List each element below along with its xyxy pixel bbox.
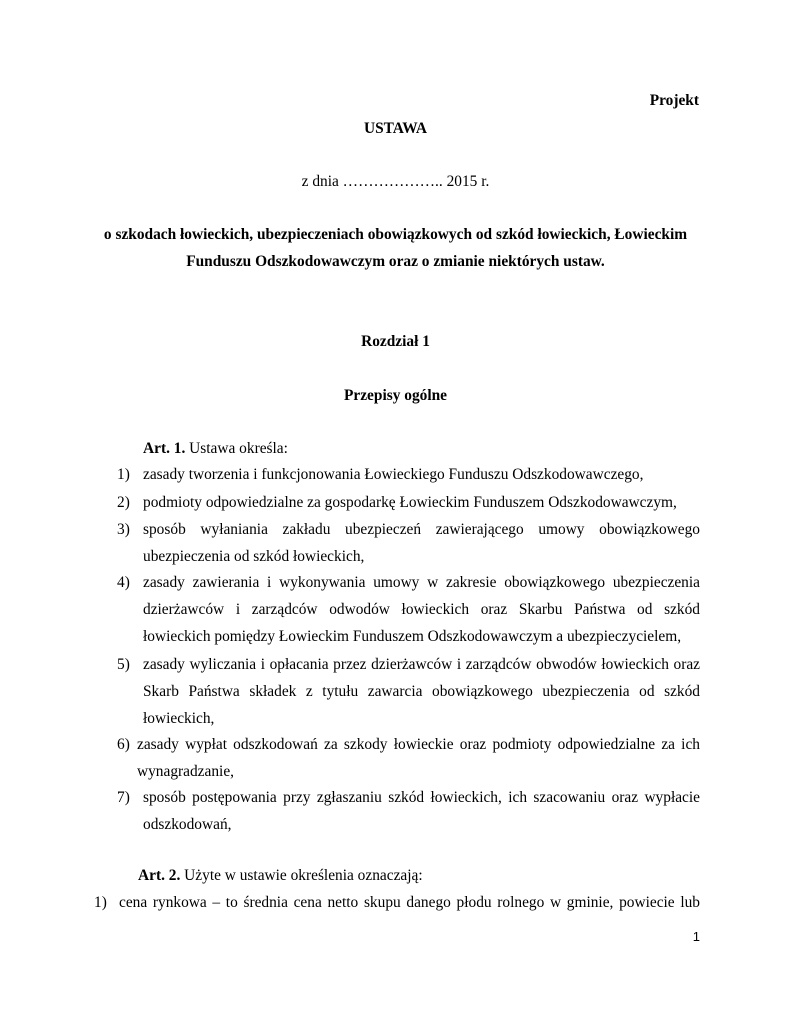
project-label: Projekt <box>649 92 699 109</box>
art1-item-line: łowieckich pomiędzy Łowieckim Funduszem Odszkodowawczym a ubezpieczycielem, <box>143 628 682 645</box>
art1-item-line: odszkodowań, <box>143 816 232 833</box>
chapter-name: Przepisy ogólne <box>343 387 447 404</box>
art2-item-1-number: 1) <box>94 894 107 911</box>
art1-item-line: zasady wyliczania i opłacania przez dzierżawców i zarządców obwodów łowieckich oraz <box>143 656 700 673</box>
art1-intro-text: Ustawa określa: <box>189 440 288 457</box>
art1-item-number: 7) <box>117 789 130 806</box>
art1-item-line: wynagradzanie, <box>137 763 234 780</box>
act-date: z dnia ……………….. 2015 r. <box>301 173 490 190</box>
art1-item-line: sposób postępowania przy zgłaszaniu szkód łowieckich, ich szacowaniu oraz wypłacie <box>143 789 700 806</box>
art1-label: Art. 1. <box>143 440 186 457</box>
art1-item-number: 6) <box>117 736 130 753</box>
art2-intro <box>138 866 423 886</box>
art1-item-number: 5) <box>117 656 130 673</box>
art1-item-line: zasady wypłat odszkodowań za szkody łowieckie oraz podmioty odpowiedzialne za ich <box>137 736 700 753</box>
chapter-number: Rozdział 1 <box>361 333 430 350</box>
art1-item-number: 3) <box>117 521 130 538</box>
art1-item-line: zasady tworzenia i funkcjonowania Łowieckiego Funduszu Odszkodowawczego, <box>143 466 644 483</box>
art1-intro <box>143 439 288 459</box>
art1-item-line: sposób wyłaniania zakładu ubezpieczeń zawierającego umowy obowiązkowego <box>143 521 700 538</box>
act-heading: USTAWA <box>363 120 427 137</box>
art2-item-1-text: cena rynkowa – to średnia cena netto skupu danego płodu rolnego w gminie, powiecie lub <box>119 894 700 911</box>
art1-item-line: zasady zawierania i wykonywania umowy w zakresie obowiązkowego ubezpieczenia <box>143 574 700 591</box>
art1-item-line: ubezpieczenia od szkód łowieckich, <box>143 548 365 565</box>
art2-intro-text: Użyte w ustawie określenia oznaczają: <box>184 867 423 884</box>
art1-item-number: 1) <box>117 466 130 483</box>
art1-item-line: podmioty odpowiedzialne za gospodarkę Łowieckim Funduszem Odszkodowawczym, <box>143 494 677 511</box>
art1-item-number: 4) <box>117 574 130 591</box>
act-title-line-2: Funduszu Odszkodowawczym oraz o zmianie niektórych ustaw. <box>186 253 605 270</box>
page-number: 1 <box>692 929 700 944</box>
art1-item-line: Skarb Państwa składek z tytułu zawarcia obowiązkowego ubezpieczenia od szkód <box>143 683 700 700</box>
art2-label: Art. 2. <box>138 867 181 884</box>
art1-item-line: łowieckich, <box>143 710 215 727</box>
act-title-line-1: o szkodach łowieckich, ubezpieczeniach obowiązkowych od szkód łowieckich, Łowieckim <box>103 226 688 243</box>
art1-item-number: 2) <box>117 494 130 511</box>
art1-item-line: dzierżawców i zarządców odwodów łowieckich oraz Skarbu Państwa od szkód <box>143 601 700 618</box>
